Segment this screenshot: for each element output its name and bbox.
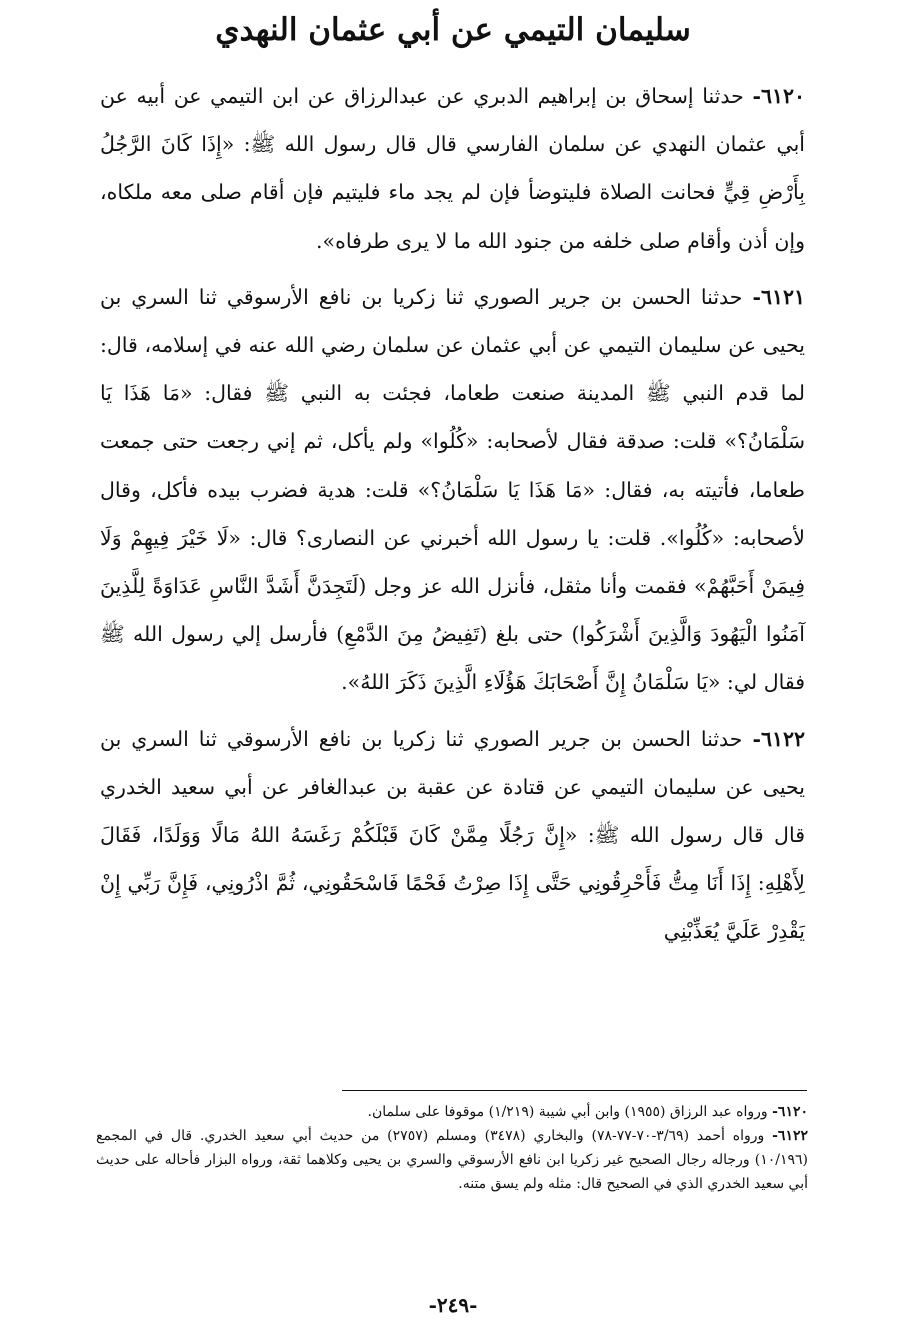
hadith-text: حدثنا الحسن بن جرير الصوري ثنا زكريا بن نافع الأرسوقي ثنا السري بن يحيى عن سليمان التيمي عن قتادة عن عقبة بن عبدالغافر عن أبي سعيد الخدري قال قال رسول الله ﷺ: «إِنَّ رَجُلًا مِمَّنْ كَانَ قَبْلَكُمْ رَغَسَهُ اللهُ مَالًا وَوَلَدًا، فَقَالَ لِأَهْلِهِ: إِذَا أَنَا مِتُّ فَأَحْرِقُونِي حَتَّى إِذَا صِرْتُ فَحْمًا فَاسْحَقُونِي، ثُمَّ اذْرُونِي، فَإِنَّ رَبِّي إِنْ يَقْدِرْ عَلَيَّ يُعَذِّبْنِي <box>100 726 805 944</box>
hadith-text: حدثنا إسحاق بن إبراهيم الدبري عن عبدالرزاق عن ابن التيمي عن أبيه عن أبي عثمان النهدي عن سلمان الفارسي قال قال رسول الله ﷺ: «إِذَا كَانَ الرَّجُلُ بِأَرْضِ قِيٍّ فحانت الصلاة فليتوضأ فإن لم يجد ماء فليتيم فإن أقام صلى معه ملكاه، وإن أذن وأقام صلى خلفه من جنود الله ما لا يرى طرفاه». <box>100 84 805 253</box>
hadith-6121 <box>100 273 805 707</box>
footnote-6122 <box>96 1124 808 1196</box>
hadith-6122 <box>100 715 805 956</box>
hadith-6120 <box>100 72 805 265</box>
hadith-number: ٦١٢٢- <box>752 726 805 751</box>
footnote-number: ٦١٢٢- <box>772 1128 808 1144</box>
footnote-text: ورواه أحمد (٣/٦٩-٧٠-٧٧-٧٨) والبخاري (٣٤٧٨) ومسلم (٢٧٥٧) من حديث أبي سعيد الخدري. قال في المجمع (١٠/١٩٦) ورجاله رجال الصحيح غير زكريا ابن نافع الأرسوقي والسري بن يحيى وكلاهما ثقة، ورواه البزار فأحاله على حديث أبي سعيد الخدري الذي في الصحيح قال: مثله ولم يسق متنه. <box>96 1128 808 1192</box>
page-title: سليمان التيمي عن أبي عثمان النهدي <box>215 12 691 48</box>
main-text <box>100 72 805 956</box>
footnotes <box>96 1100 808 1196</box>
footnote-number: ٦١٢٠- <box>772 1104 808 1120</box>
hadith-number: ٦١٢٠- <box>752 84 805 108</box>
hadith-text: حدثنا الحسن بن جرير الصوري ثنا زكريا بن نافع الأرسوقي ثنا السري بن يحيى عن سليمان التيمي عن أبي عثمان عن سلمان رضي الله عنه في إسلامه، قال: لما قدم النبي ﷺ المدينة صنعت طعاما، فجئت به النبي ﷺ فقال: «مَا هَذَا يَا سَلْمَانُ؟» قلت: صدقة فقال لأصحابه: «كُلُوا» ولم يأكل، ثم إني رجعت حتى جمعت طعاما، فأتيته به، فقال: «مَا هَذَا يَا سَلْمَانُ؟» قلت: هدية فضرب بيده فأكل، وقال لأصحابه: «كُلُوا». قلت: يا رسول الله أخبرني عن النصارى؟ قال: «لَا خَيْرَ فِيهِمْ وَلَا فِيمَنْ أَحَبَّهُمْ» فقمت وأنا مثقل، فأنزل الله عز وجل (لَتَجِدَنَّ أَشَدَّ النَّاسِ عَدَاوَةً لِلَّذِينَ آمَنُوا الْيَهُودَ وَالَّذِينَ أَشْرَكُوا) حتى بلغ (تَفِيضُ مِنَ الدَّمْعِ) فأرسل إلي رسول الله ﷺ فقال لي: «يَا سَلْمَانُ إِنَّ أَصْحَابَكَ هَؤُلَاءِ الَّذِينَ ذَكَرَ اللهُ». <box>100 284 805 695</box>
footnote-divider <box>342 1090 807 1091</box>
footnote-text: ورواه عبد الرزاق (١٩٥٥) وابن أبي شيبة (١/٢١٩) موقوفا على سلمان. <box>367 1104 768 1120</box>
footnote-6120 <box>96 1100 808 1124</box>
hadith-number: ٦١٢١- <box>752 284 805 309</box>
page-number: -٢٤٩- <box>428 1293 478 1317</box>
